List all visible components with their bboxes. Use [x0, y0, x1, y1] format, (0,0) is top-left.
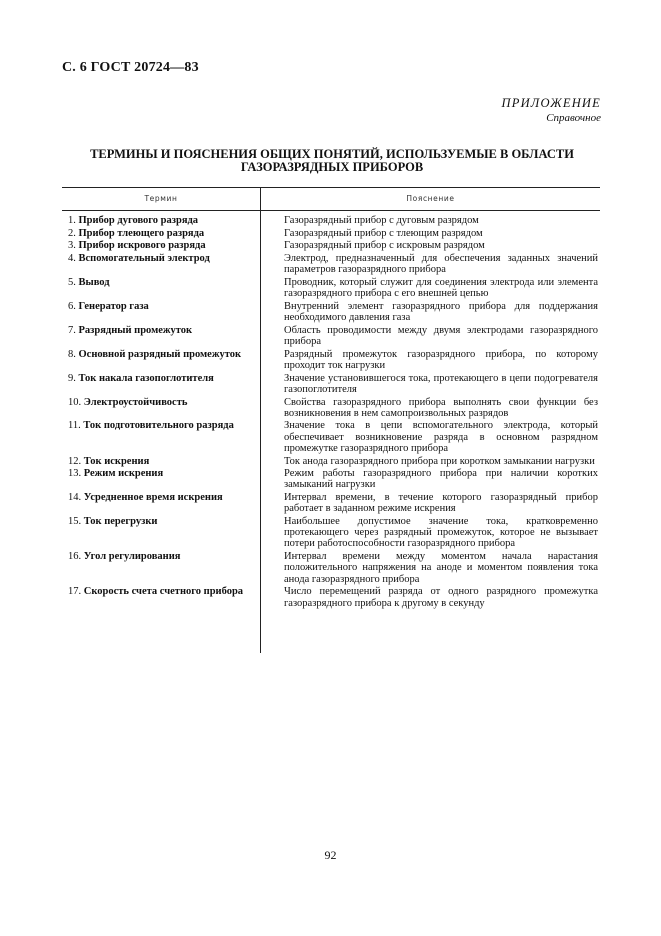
term-number: 9.	[68, 372, 76, 384]
term-name: Электроустойчивость	[83, 396, 188, 408]
table-row	[62, 551, 600, 585]
term-name: Прибор дугового разряда	[78, 215, 199, 226]
explanation-cell: Свойства газоразрядного прибора выполнять свои функции без возникновения в нем самопроизвольных разрядов	[284, 396, 598, 419]
explanation-cell: Электрод, предназначенный для обеспечения заданных значений параметров газоразрядного прибора	[284, 253, 598, 276]
term-number: 13.	[68, 468, 82, 480]
table-row	[62, 420, 600, 454]
section-title-line-2: ГАЗОРАЗРЯДНЫХ ПРИБОРОВ	[240, 160, 424, 174]
term-cell	[62, 420, 260, 454]
explanation-cell: Газоразрядный прибор с дуговым разрядом	[284, 215, 479, 226]
term-name: Скорость счета счетного прибора	[83, 586, 244, 598]
term-cell	[62, 301, 260, 323]
explanation-cell: Режим работы газоразрядного прибора при наличии коротких замыканий нагрузки	[284, 468, 598, 491]
term-cell	[62, 468, 260, 490]
table-row	[62, 325, 600, 347]
table-row	[62, 456, 600, 467]
term-name: Основной разрядный промежуток	[78, 348, 242, 360]
table-header	[62, 187, 600, 211]
term-cell	[62, 586, 260, 608]
explanation-cell: Интервал времени между моментом начала нарастания положительного напряжения на аноде и моментом появления тока анода газоразрядного прибора	[284, 551, 598, 585]
term-cell	[62, 373, 260, 395]
explanation-cell: Разрядный промежуток газоразрядного прибора, по которому проходит ток нагрузки	[284, 348, 598, 371]
term-number: 16.	[68, 551, 82, 563]
table-row	[62, 301, 600, 323]
document-code: С. 6 ГОСТ 20724—83	[62, 60, 199, 75]
term-cell	[62, 516, 260, 550]
term-name: Генератор газа	[78, 300, 149, 312]
explanation-cell: Число перемещений разряда от одного разрядного промежутка газоразрядного прибора к другому в секунду	[284, 586, 598, 609]
table-row	[62, 586, 600, 608]
table-row	[62, 468, 600, 490]
term-number: 11.	[68, 420, 81, 432]
appendix-subtitle: Справочное	[546, 112, 601, 124]
header-terms: Термин	[62, 188, 261, 210]
table-row	[62, 349, 600, 371]
term-number: 4.	[68, 253, 76, 265]
term-name: Вспомогательный электрод	[78, 253, 210, 265]
term-name: Ток подготовительного разряда	[83, 420, 234, 432]
appendix-title: ПРИЛОЖЕНИЕ	[501, 96, 601, 110]
term-name: Угол регулирования	[83, 551, 181, 563]
explanation-cell: Газоразрядный прибор с тлеющим разрядом	[284, 227, 483, 239]
table-row	[62, 228, 600, 239]
term-name: Разрядный промежуток	[78, 324, 193, 336]
term-name: Ток накала газопоглотителя	[78, 372, 214, 384]
term-number: 3.	[68, 240, 76, 252]
explanation-cell: Область проводимости между двумя электродами газоразрядного прибора	[284, 324, 598, 348]
page-number: 92	[324, 848, 337, 862]
explanation-cell: Ток анода газоразрядного прибора при коротком замыкании нагрузки	[284, 455, 595, 467]
term-number: 2.	[68, 227, 76, 239]
table-row	[62, 397, 600, 419]
term-name: Ток перегрузки	[83, 516, 158, 528]
term-cell	[62, 253, 260, 275]
term-cell	[62, 215, 260, 226]
term-cell	[62, 492, 260, 514]
term-cell	[62, 228, 260, 239]
section-title-line-1: ТЕРМИНЫ И ПОЯСНЕНИЯ ОБЩИХ ПОНЯТИЙ, ИСПОЛЬЗУЕМЫЕ В ОБЛАСТИ	[90, 147, 574, 161]
term-name: Ток искрения	[83, 455, 150, 467]
term-cell	[62, 349, 260, 371]
term-number: 5.	[68, 277, 76, 289]
term-name: Прибор тлеющего разряда	[78, 227, 205, 239]
appendix-label	[502, 96, 601, 124]
table-row	[62, 240, 600, 251]
explanation-cell: Значение тока в цепи вспомогательного электрода, который обеспечивает возникновение разряда в основном разрядном промежутке газоразрядного прибора	[284, 420, 598, 454]
term-cell	[62, 397, 260, 419]
table-row	[62, 492, 600, 514]
explanation-cell: Значение установившегося тока, протекающего в цепи подогревателя газопоглотителя	[284, 372, 598, 395]
term-number: 14.	[68, 492, 82, 504]
term-number: 7.	[68, 324, 76, 336]
term-cell	[62, 240, 260, 251]
term-name: Режим искрения	[83, 468, 164, 480]
explanation-cell: Проводник, который служит для соединения электрода или элемента газоразрядного прибора с его внешней цепью	[284, 277, 598, 300]
header-explanation: Пояснение	[406, 194, 455, 204]
table-row	[62, 277, 600, 299]
term-name: Вывод	[78, 277, 110, 289]
explanation-cell: Газоразрядный прибор с искровым разрядом	[284, 240, 485, 252]
table-row	[62, 215, 600, 226]
term-number: 17.	[68, 586, 82, 598]
explanation-cell: Внутренний элемент газоразрядного прибора для поддержания необходимого давления газа	[284, 300, 598, 324]
term-number: 6.	[68, 300, 76, 312]
table-row	[62, 253, 600, 275]
term-name: Прибор искрового разряда	[78, 240, 206, 252]
terms-table	[62, 187, 600, 610]
table-row	[62, 516, 600, 550]
term-cell	[62, 551, 260, 585]
term-number: 8.	[68, 348, 76, 360]
term-number: 15.	[68, 516, 82, 528]
term-cell	[62, 277, 260, 299]
term-cell	[62, 325, 260, 347]
explanation-cell: Интервал времени, в течение которого газоразрядный прибор работает в заданном режиме искрения	[284, 492, 598, 515]
term-cell	[62, 456, 260, 467]
section-title	[62, 148, 602, 174]
term-number: 10.	[68, 396, 82, 408]
explanation-cell: Наибольшее допустимое значение тока, кратковременно протекающего через разрядный промежуток, которое не вызывает потери работоспособности газоразрядного прибора	[284, 516, 598, 550]
table-body	[62, 211, 600, 609]
table-row	[62, 373, 600, 395]
term-number: 12.	[68, 455, 82, 467]
term-name: Усредненное время искрения	[83, 492, 223, 504]
term-number: 1.	[68, 215, 76, 226]
